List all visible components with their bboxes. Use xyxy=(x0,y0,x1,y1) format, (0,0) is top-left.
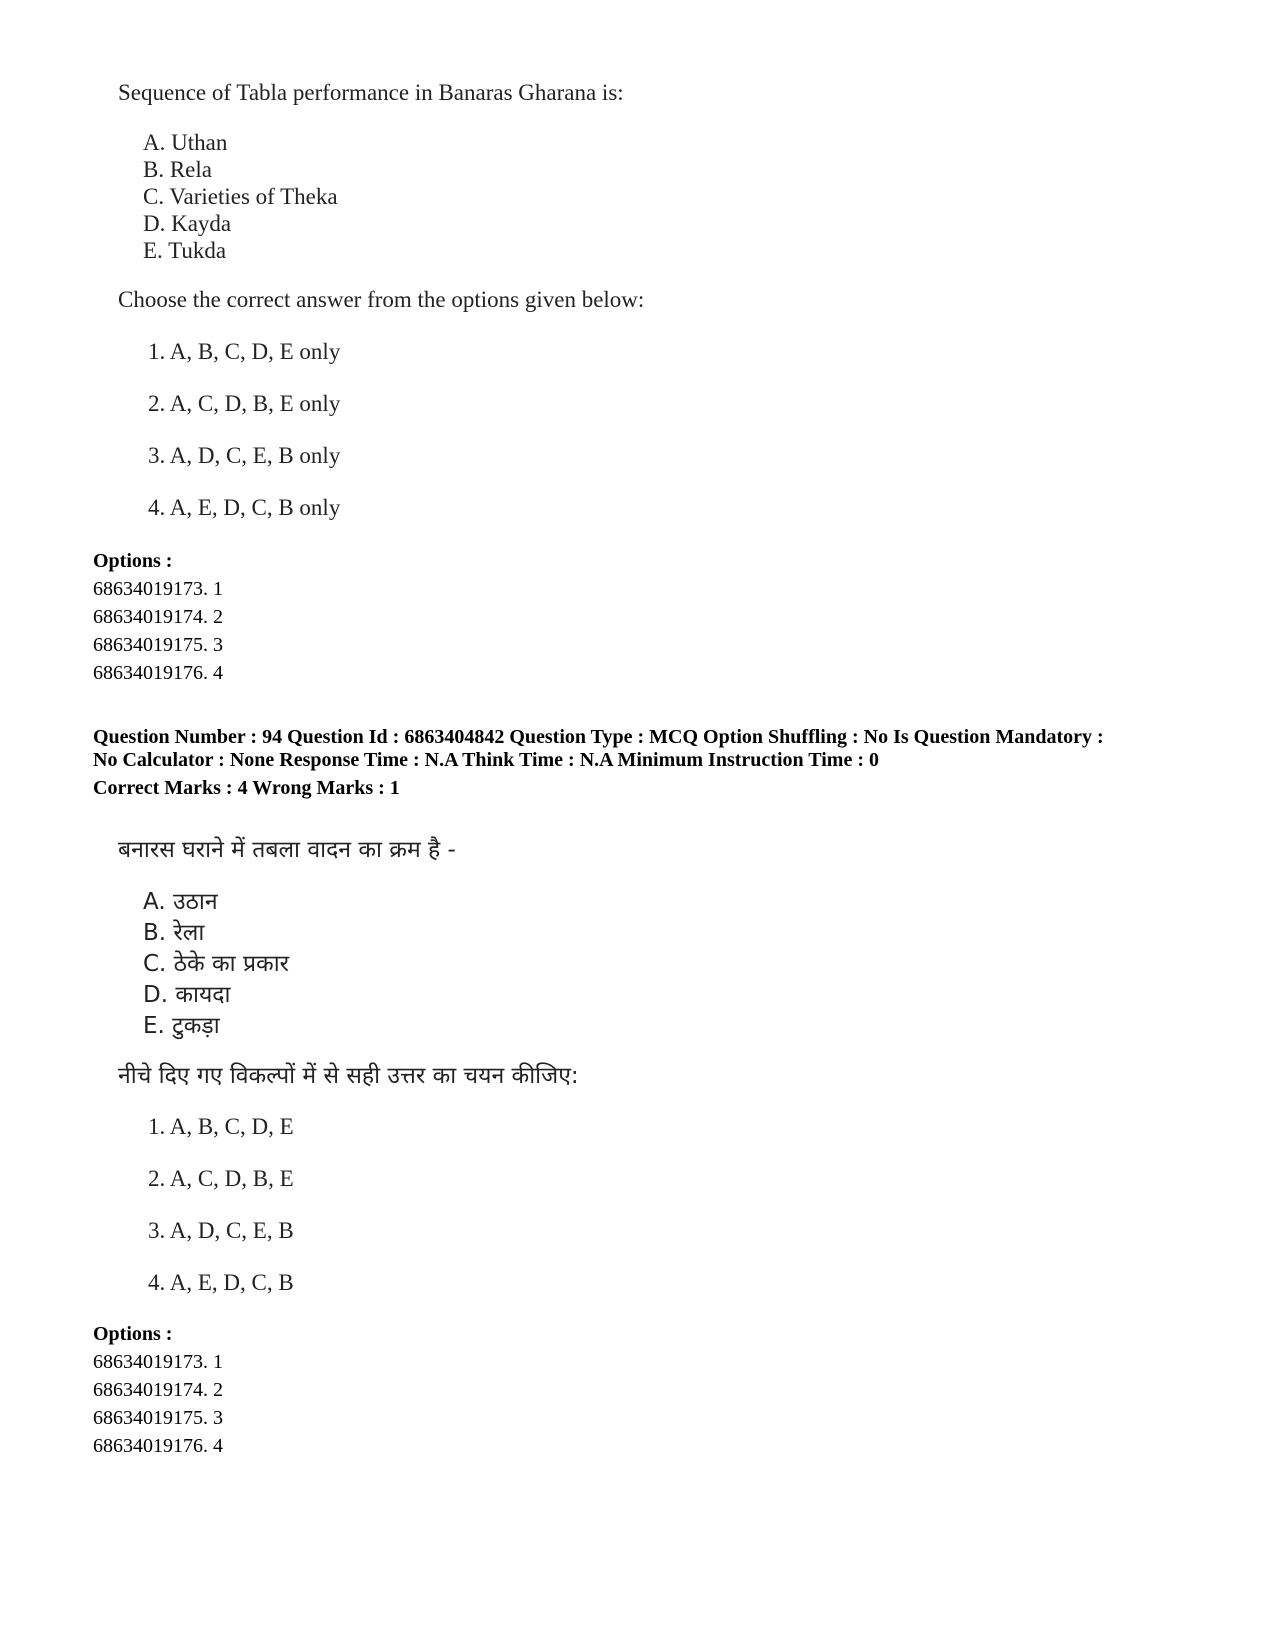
options-label: Options : xyxy=(93,550,173,572)
option-row: 68634019174. 2 xyxy=(93,606,223,628)
list-item: C. Varieties of Theka xyxy=(143,184,338,209)
answer-choice: 2. A, C, D, B, E xyxy=(148,1166,294,1191)
option-row: 68634019173. 1 xyxy=(93,1351,223,1373)
answer-choice: 4. A, E, D, C, B xyxy=(148,1270,294,1295)
option-row: 68634019175. 3 xyxy=(93,634,223,656)
list-item: D. कायदा xyxy=(143,982,231,1008)
option-row: 68634019174. 2 xyxy=(93,1379,223,1401)
option-row: 68634019175. 3 xyxy=(93,1407,223,1429)
question-stem-hindi: बनारस घराने में तबला वादन का क्रम है - xyxy=(118,837,456,863)
question-meta-line-2: No Calculator : None Response Time : N.A Think Time : N.A Minimum Instruction Time : 0 xyxy=(93,749,879,771)
list-item: B. Rela xyxy=(143,157,212,182)
question-marks: Correct Marks : 4 Wrong Marks : 1 xyxy=(93,777,400,799)
list-item: D. Kayda xyxy=(143,211,232,236)
instruction-hindi: नीचे दिए गए विकल्पों में से सही उत्तर का चयन कीजिए: xyxy=(118,1063,579,1089)
list-item: A. Uthan xyxy=(143,130,228,155)
option-row: 68634019176. 4 xyxy=(93,662,223,684)
list-item: E. टुकड़ा xyxy=(143,1013,220,1039)
list-item: E. Tukda xyxy=(143,238,227,263)
list-item: B. रेला xyxy=(143,920,205,946)
question-meta-line-1: Question Number : 94 Question Id : 6863404842 Question Type : MCQ Option Shuffling : No Is Question Mandatory : xyxy=(93,726,1104,748)
option-row: 68634019173. 1 xyxy=(93,578,223,600)
instruction-english: Choose the correct answer from the options given below: xyxy=(118,287,645,312)
answer-choice: 1. A, B, C, D, E xyxy=(148,1114,294,1139)
question-stem-english: Sequence of Tabla performance in Banaras Gharana is: xyxy=(118,80,624,105)
options-label: Options : xyxy=(93,1323,173,1345)
answer-choice: 3. A, D, C, E, B only xyxy=(148,443,341,468)
answer-choice: 4. A, E, D, C, B only xyxy=(148,495,341,520)
list-item: A. उठान xyxy=(143,889,218,915)
answer-choice: 2. A, C, D, B, E only xyxy=(148,391,341,416)
list-item: C. ठेके का प्रकार xyxy=(143,951,290,977)
answer-choice: 3. A, D, C, E, B xyxy=(148,1218,294,1243)
answer-choice: 1. A, B, C, D, E only xyxy=(148,339,341,364)
option-row: 68634019176. 4 xyxy=(93,1435,223,1457)
